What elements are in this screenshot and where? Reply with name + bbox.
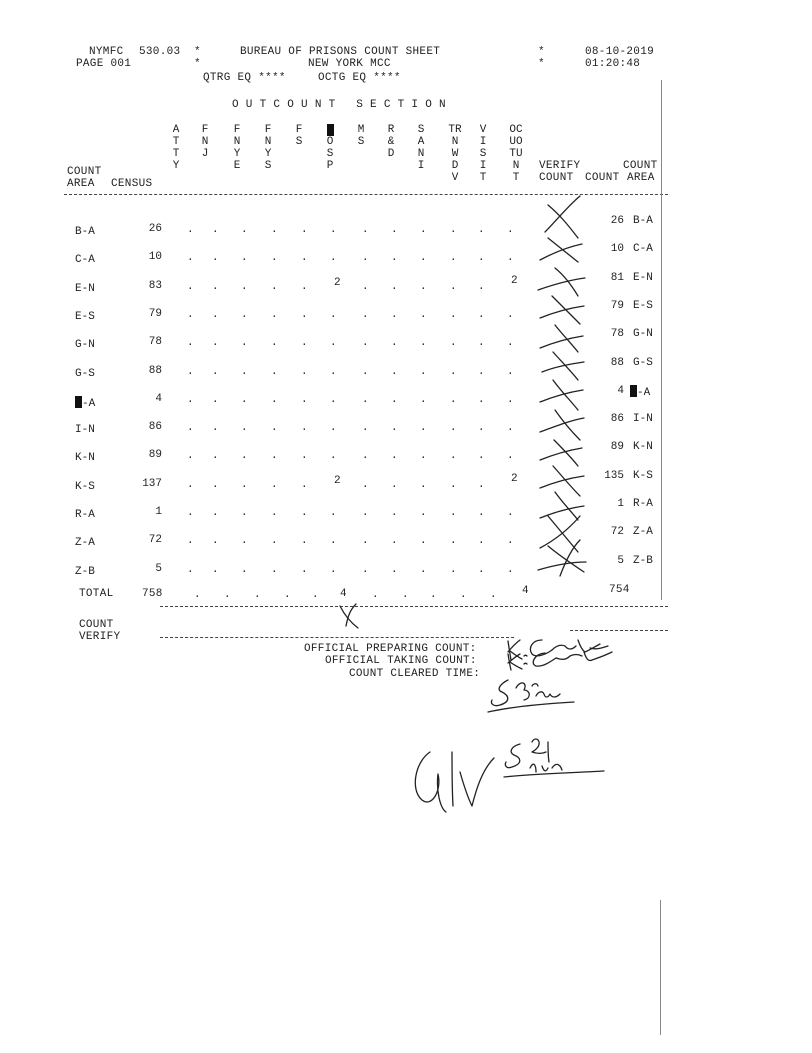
empty-cell-dot: . (301, 479, 308, 491)
empty-cell-dot: . (507, 422, 514, 434)
empty-cell-dot: . (212, 366, 219, 378)
census-value: 79 (148, 308, 162, 320)
empty-cell-dot: . (478, 507, 485, 519)
empty-cell-dot: . (450, 479, 457, 491)
area-code-right: B-A (633, 215, 653, 227)
right-count-header-2: COUNT (585, 172, 620, 184)
area-code: I-N (75, 424, 95, 436)
empty-cell-dot: . (241, 366, 248, 378)
empty-cell-dot: . (187, 337, 194, 349)
empty-cell-dot: . (450, 224, 457, 236)
area-code: E-S (75, 311, 95, 323)
empty-cell-dot: . (450, 337, 457, 349)
empty-cell-dot: . (330, 337, 337, 349)
verify-count-value: 78 (610, 328, 624, 340)
empty-cell-dot: . (301, 394, 308, 406)
area-code-right: Z-A (633, 526, 653, 538)
empty-cell-dot: . (507, 507, 514, 519)
outcount-value: 2 (511, 275, 518, 287)
empty-cell-dot: . (212, 450, 219, 462)
empty-cell-dot: . (420, 252, 427, 264)
empty-cell-dot: . (241, 564, 248, 576)
empty-cell-dot: . (187, 422, 194, 434)
empty-cell-dot: . (284, 589, 291, 601)
empty-cell-dot: . (362, 564, 369, 576)
empty-cell-dot: . (362, 366, 369, 378)
empty-cell-dot: . (241, 252, 248, 264)
empty-cell-dot: . (507, 224, 514, 236)
area-code-suffix: -A (82, 398, 96, 410)
area-code: K-S (75, 481, 95, 493)
verify-count-value: 10 (610, 243, 624, 255)
col-header-fnys: F N Y S (264, 124, 272, 172)
area-code-right: G-S (633, 357, 653, 369)
empty-cell-dot: . (362, 224, 369, 236)
count-header: COUNT (67, 166, 102, 178)
empty-cell-dot: . (507, 309, 514, 321)
empty-cell-dot: . (330, 394, 337, 406)
empty-cell-dot: . (507, 450, 514, 462)
empty-cell-dot: . (450, 507, 457, 519)
area-code: K-N (75, 452, 95, 464)
verify-count-value: 86 (610, 413, 624, 425)
empty-cell-dot: . (362, 422, 369, 434)
empty-cell-dot: . (271, 224, 278, 236)
empty-cell-dot: . (490, 589, 497, 601)
empty-cell-dot: . (450, 394, 457, 406)
signature-preparing (508, 640, 608, 660)
empty-cell-dot: . (301, 224, 308, 236)
census-value: 10 (148, 251, 162, 263)
area-code: R-A (75, 509, 95, 521)
area-code-right: R-A (633, 498, 653, 510)
empty-cell-dot: . (478, 394, 485, 406)
empty-cell-dot: . (450, 422, 457, 434)
report-time: 01:20:48 (585, 58, 641, 70)
empty-cell-dot: . (312, 589, 319, 601)
empty-cell-dot: . (271, 507, 278, 519)
empty-cell-dot: . (478, 450, 485, 462)
col-header-fnj: F N J (201, 124, 209, 160)
empty-cell-dot: . (212, 224, 219, 236)
total-label: TOTAL (79, 588, 114, 600)
right-area-header: AREA (627, 172, 655, 184)
empty-cell-dot: . (241, 394, 248, 406)
col-header-fs: F S (295, 124, 303, 148)
empty-cell-dot: . (391, 366, 398, 378)
empty-cell-dot: . (478, 281, 485, 293)
empty-cell-dot: . (330, 564, 337, 576)
empty-cell-dot: . (420, 309, 427, 321)
empty-cell-dot: . (450, 281, 457, 293)
empty-cell-dot: . (330, 507, 337, 519)
empty-cell-dot: . (212, 337, 219, 349)
empty-cell-dot: . (391, 535, 398, 547)
col-header-atty: A T T Y (172, 124, 180, 172)
verify-count-value: 26 (610, 215, 624, 227)
empty-cell-dot: . (187, 507, 194, 519)
empty-cell-dot: . (420, 422, 427, 434)
outcount-value: 2 (334, 277, 341, 289)
empty-cell-dot: . (301, 564, 308, 576)
header-star: * (194, 46, 201, 58)
census-value: 26 (148, 223, 162, 235)
verify-count-value: 81 (610, 272, 624, 284)
empty-cell-dot: . (271, 366, 278, 378)
empty-cell-dot: . (301, 535, 308, 547)
area-code-right: Z-B (633, 555, 653, 567)
empty-cell-dot: . (402, 589, 409, 601)
verify-count-value: 4 (617, 385, 624, 397)
empty-cell-dot: . (391, 337, 398, 349)
empty-cell-dot: . (187, 252, 194, 264)
empty-cell-dot: . (212, 252, 219, 264)
area-code-right: E-S (633, 300, 653, 312)
empty-cell-dot: . (430, 589, 437, 601)
empty-cell-dot: . (391, 564, 398, 576)
empty-cell-dot: . (391, 224, 398, 236)
census-value: 83 (148, 280, 162, 292)
empty-cell-dot: . (271, 479, 278, 491)
empty-cell-dot: . (187, 224, 194, 236)
census-value: 72 (148, 534, 162, 546)
empty-cell-dot: . (507, 337, 514, 349)
area-code: C-A (75, 254, 95, 266)
area-code-right: K-S (633, 470, 653, 482)
empty-cell-dot: . (391, 309, 398, 321)
total-outcount: 4 (522, 585, 529, 597)
census-value: 78 (148, 336, 162, 348)
empty-cell-dot: . (362, 252, 369, 264)
area-code: Z-B (75, 566, 95, 578)
empty-cell-dot: . (420, 507, 427, 519)
empty-cell-dot: . (420, 564, 427, 576)
report-date: 08-10-2019 (585, 46, 655, 58)
census-value: 4 (155, 393, 162, 405)
empty-cell-dot: . (330, 450, 337, 462)
area-code: B-A (75, 226, 95, 238)
empty-cell-dot: . (330, 535, 337, 547)
empty-cell-dot: . (450, 309, 457, 321)
count-verify-x-mark (340, 604, 358, 628)
empty-cell-dot: . (420, 479, 427, 491)
empty-cell-dot: . (420, 366, 427, 378)
empty-cell-dot: . (450, 366, 457, 378)
institution-name: NEW YORK MCC (308, 58, 391, 70)
header-star-right-2: * (538, 58, 545, 70)
outcount-section-title: O U T C O U N T S E C T I O N (232, 99, 446, 111)
empty-cell-dot: . (478, 535, 485, 547)
empty-cell-dot: . (241, 309, 248, 321)
empty-cell-dot: . (241, 337, 248, 349)
total-verify: 754 (609, 584, 630, 596)
empty-cell-dot: . (420, 394, 427, 406)
empty-cell-dot: . (301, 507, 308, 519)
octg-label: OCTG EQ **** (318, 72, 401, 84)
verify-count-header: COUNT (539, 172, 574, 184)
verify-count-value: 79 (610, 300, 624, 312)
empty-cell-dot: . (212, 507, 219, 519)
empty-cell-dot: . (478, 252, 485, 264)
empty-cell-dot: . (420, 337, 427, 349)
empty-cell-dot: . (187, 564, 194, 576)
empty-cell-dot: . (330, 366, 337, 378)
col-header-rd: R & D (387, 124, 395, 160)
empty-cell-dot: . (362, 394, 369, 406)
area-code: E-N (75, 283, 95, 295)
verify-count-value: 1 (617, 498, 624, 510)
empty-cell-dot: . (241, 450, 248, 462)
empty-cell-dot: . (187, 535, 194, 547)
facility-code: NYMFC (89, 46, 124, 58)
cleared-time-handwriting (488, 680, 574, 712)
verify-cross-marks (538, 196, 586, 576)
empty-cell-dot: . (187, 309, 194, 321)
empty-cell-dot: . (391, 450, 398, 462)
empty-cell-dot: . (507, 535, 514, 547)
census-value: 1 (155, 506, 162, 518)
empty-cell-dot: . (330, 252, 337, 264)
col-header-ms: M S (357, 124, 365, 148)
census-value: 88 (148, 365, 162, 377)
empty-cell-dot: . (301, 450, 308, 462)
empty-cell-dot: . (241, 507, 248, 519)
census-value: 89 (148, 449, 162, 461)
form-number: 530.03 (139, 46, 181, 58)
empty-cell-dot: . (450, 252, 457, 264)
area-code: G-N (75, 339, 95, 351)
total-census: 758 (142, 588, 163, 600)
empty-cell-dot: . (271, 564, 278, 576)
empty-cell-dot: . (450, 564, 457, 576)
total-hosp: 4 (340, 588, 347, 600)
right-count-header: COUNT (623, 160, 658, 172)
empty-cell-dot: . (507, 252, 514, 264)
empty-cell-dot: . (391, 507, 398, 519)
col-header-visit: V I S I T (479, 124, 487, 184)
empty-cell-dot: . (271, 252, 278, 264)
empty-cell-dot: . (301, 337, 308, 349)
count-verify-label-1: COUNT (79, 619, 114, 631)
empty-cell-dot: . (194, 589, 201, 601)
empty-cell-dot: . (362, 337, 369, 349)
empty-cell-dot: . (362, 479, 369, 491)
empty-cell-dot: . (187, 394, 194, 406)
empty-cell-dot: . (212, 394, 219, 406)
empty-cell-dot: . (478, 479, 485, 491)
empty-cell-dot: . (271, 309, 278, 321)
empty-cell-dot: . (212, 479, 219, 491)
empty-cell-dot: . (241, 535, 248, 547)
empty-cell-dot: . (271, 337, 278, 349)
outcount-value: 2 (334, 475, 341, 487)
empty-cell-dot: . (187, 281, 194, 293)
area-code: Z-A (75, 537, 95, 549)
empty-cell-dot: . (391, 479, 398, 491)
empty-cell-dot: . (241, 422, 248, 434)
empty-cell-dot: . (507, 394, 514, 406)
empty-cell-dot: . (187, 479, 194, 491)
empty-cell-dot: . (224, 589, 231, 601)
empty-cell-dot: . (478, 224, 485, 236)
census-value: 5 (155, 563, 162, 575)
area-code-right: K-N (633, 441, 653, 453)
empty-cell-dot: . (301, 281, 308, 293)
initials-mark (415, 739, 604, 812)
empty-cell-dot: . (391, 281, 398, 293)
area-code-right-suffix: -A (637, 387, 651, 399)
empty-cell-dot: . (478, 337, 485, 349)
empty-cell-dot: . (254, 589, 261, 601)
empty-cell-dot: . (362, 507, 369, 519)
document-title: BUREAU OF PRISONS COUNT SHEET (240, 46, 441, 58)
empty-cell-dot: . (478, 366, 485, 378)
header-star-2: * (194, 58, 201, 70)
empty-cell-dot: . (362, 535, 369, 547)
empty-cell-dot: . (391, 394, 398, 406)
empty-cell-dot: . (478, 422, 485, 434)
verify-count-value: 135 (604, 470, 624, 482)
empty-cell-dot: . (450, 450, 457, 462)
empty-cell-dot: . (271, 281, 278, 293)
empty-cell-dot: . (271, 450, 278, 462)
census-value: 86 (148, 421, 162, 433)
col-header-hosp: O S P (325, 124, 335, 172)
signature-taking (508, 652, 612, 670)
empty-cell-dot: . (271, 422, 278, 434)
col-header-sani: S A N I (417, 124, 425, 172)
empty-cell-dot: . (362, 281, 369, 293)
taking-official-label: OFFICIAL TAKING COUNT: (325, 655, 477, 667)
verify-count-value: 72 (610, 526, 624, 538)
empty-cell-dot: . (301, 366, 308, 378)
cleared-time-label: COUNT CLEARED TIME: (349, 668, 481, 680)
empty-cell-dot: . (212, 309, 219, 321)
area-code-right: E-N (633, 272, 653, 284)
count-verify-label-2: VERIFY (79, 631, 121, 643)
empty-cell-dot: . (391, 422, 398, 434)
empty-cell-dot: . (301, 252, 308, 264)
verify-count-value: 5 (617, 555, 624, 567)
empty-cell-dot: . (301, 309, 308, 321)
empty-cell-dot: . (271, 535, 278, 547)
empty-cell-dot: . (362, 450, 369, 462)
empty-cell-dot: . (187, 366, 194, 378)
area-code-right: I-N (633, 413, 653, 425)
col-header-trnwdv: TR N W D V (448, 124, 462, 184)
area-code: G-S (75, 368, 95, 380)
empty-cell-dot: . (241, 224, 248, 236)
empty-cell-dot: . (478, 564, 485, 576)
outcount-value: 2 (511, 473, 518, 485)
empty-cell-dot: . (212, 564, 219, 576)
empty-cell-dot: . (420, 535, 427, 547)
empty-cell-dot: . (450, 535, 457, 547)
empty-cell-dot: . (212, 535, 219, 547)
empty-cell-dot: . (372, 589, 379, 601)
empty-cell-dot: . (478, 309, 485, 321)
census-header: CENSUS (111, 178, 153, 190)
empty-cell-dot: . (420, 224, 427, 236)
preparing-official-label: OFFICIAL PREPARING COUNT: (304, 643, 477, 655)
empty-cell-dot: . (301, 422, 308, 434)
verify-header: VERIFY (539, 160, 581, 172)
empty-cell-dot: . (271, 394, 278, 406)
verify-count-value: 89 (610, 441, 624, 453)
empty-cell-dot: . (420, 450, 427, 462)
empty-cell-dot: . (420, 281, 427, 293)
empty-cell-dot: . (187, 450, 194, 462)
empty-cell-dot: . (330, 309, 337, 321)
area-code-right: C-A (633, 243, 653, 255)
empty-cell-dot: . (507, 366, 514, 378)
empty-cell-dot: . (391, 252, 398, 264)
empty-cell-dot: . (212, 422, 219, 434)
qtrg-label: QTRG EQ **** (203, 72, 286, 84)
page-number: PAGE 001 (76, 58, 132, 70)
census-value: 137 (142, 478, 162, 490)
empty-cell-dot: . (241, 479, 248, 491)
col-header-outcount: OC UO TU N T (509, 124, 523, 184)
empty-cell-dot: . (330, 224, 337, 236)
col-header-fnye: F N Y E (233, 124, 241, 172)
verify-count-value: 88 (610, 357, 624, 369)
area-code-right: G-N (633, 328, 653, 340)
empty-cell-dot: . (330, 422, 337, 434)
empty-cell-dot: . (507, 564, 514, 576)
empty-cell-dot: . (362, 309, 369, 321)
empty-cell-dot: . (212, 281, 219, 293)
header-star-right: * (538, 46, 545, 58)
empty-cell-dot: . (241, 281, 248, 293)
area-header: AREA (67, 178, 95, 190)
empty-cell-dot: . (460, 589, 467, 601)
